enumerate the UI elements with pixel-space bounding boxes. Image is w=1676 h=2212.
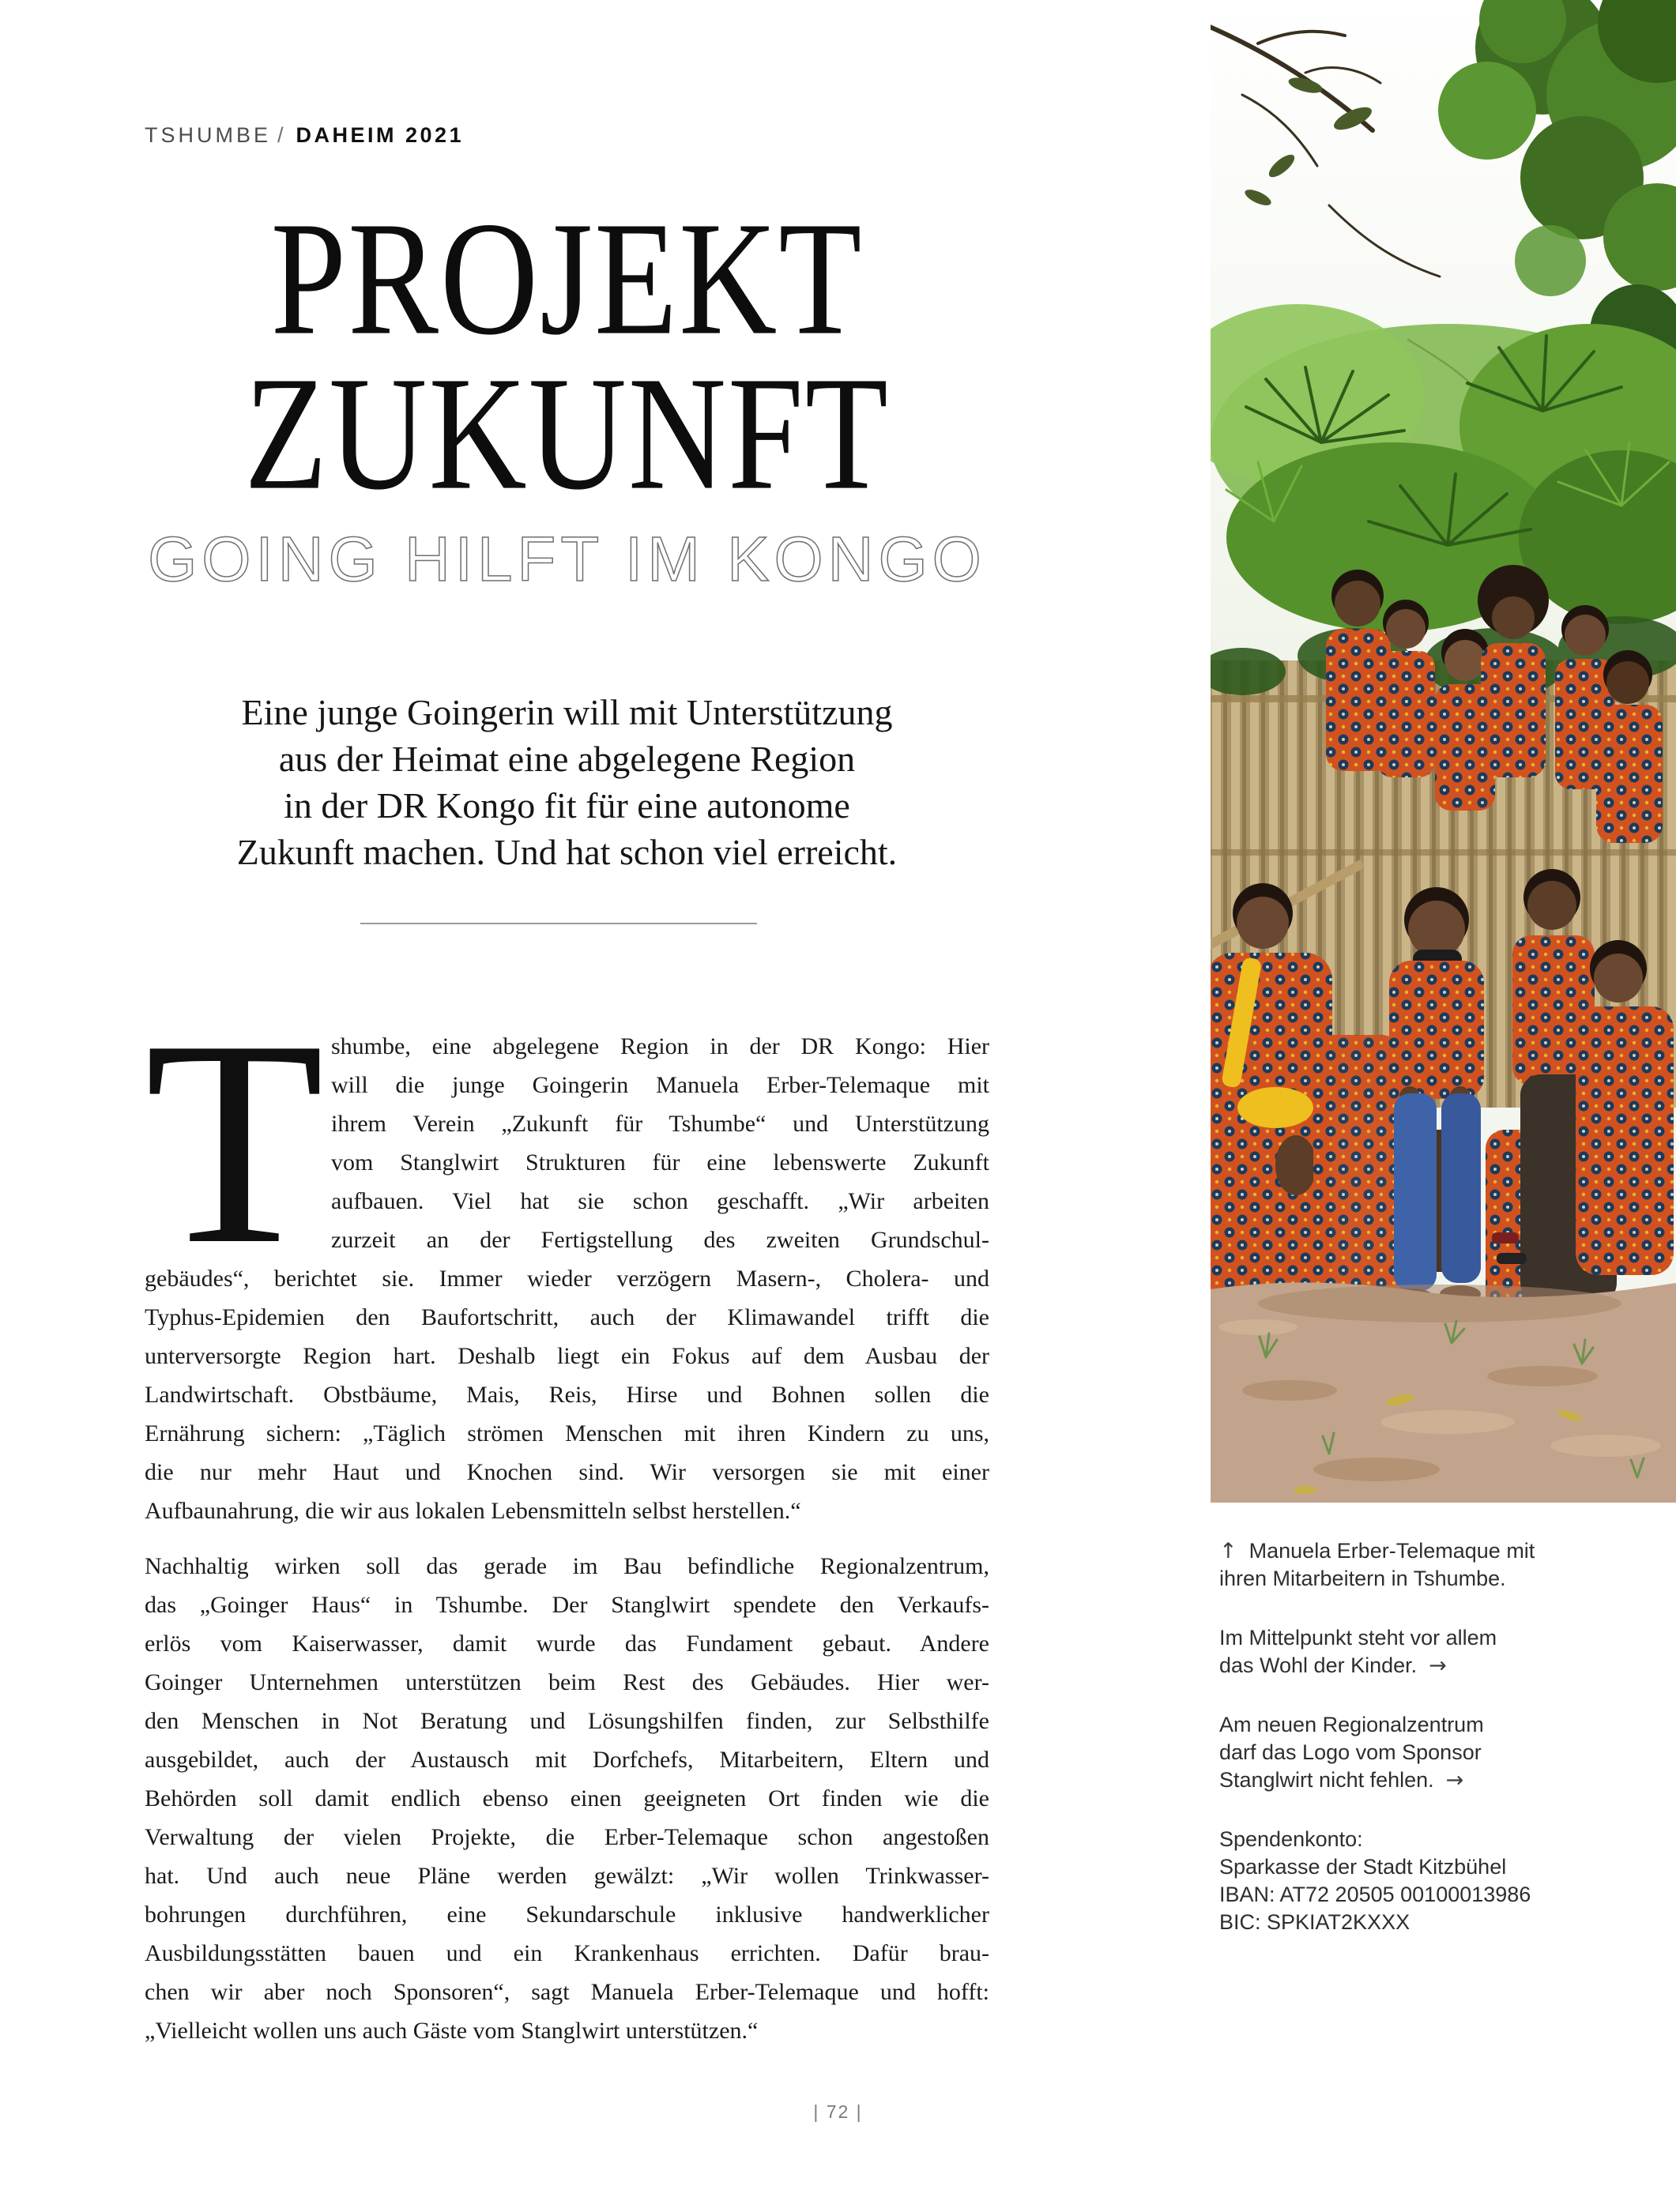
caption-children — [1219, 1624, 1630, 1680]
caption-line — [1219, 1652, 1630, 1680]
divider-rule — [360, 923, 757, 924]
text-line: Zukunft machen. Und hat schon viel erreicht. — [236, 832, 898, 872]
lead-paragraph — [79, 689, 1055, 875]
text-line: den Menschen in Not Beratung und Lösungshilfen finden, zur Selbsthilfe — [145, 1708, 989, 1734]
text-line: bohrungen durchführen, eine Sekundarschule inklusive handwerklicher — [145, 1902, 989, 1928]
right-arrow-icon: → — [1445, 1768, 1464, 1793]
text-line: Typhus-Epidemien den Baufortschritt, auch der Klimawandel trifft die — [145, 1304, 989, 1330]
text-line: ausgebildet, auch der Austausch mit Dorfchefs, Mitarbeitern, Eltern und — [145, 1747, 989, 1773]
kicker-issue: DAHEIM 2021 — [296, 123, 465, 147]
caption-line: Im Mittelpunkt steht vor allem — [1219, 1626, 1497, 1650]
text-line: ihrem Verein „Zukunft für Tshumbe“ und Unterstützung — [331, 1111, 989, 1137]
text-line: Aufbaunahrung, die wir aus lokalen Lebensmitteln selbst herstellen.“ — [145, 1498, 801, 1524]
donation-iban: IBAN: AT72 20505 00100013986 — [1219, 1883, 1531, 1906]
body-paragraph-1 — [145, 980, 989, 1530]
text-line: das „Goinger Haus“ in Tshumbe. Der Stanglwirt spendete den Verkaufs- — [145, 1592, 989, 1618]
article-body — [145, 980, 989, 2050]
kicker — [145, 123, 464, 148]
text-line: erlös vom Kaiserwasser, damit wurde das Fundament gebaut. Andere — [145, 1631, 989, 1657]
drop-cap: T — [145, 980, 325, 1305]
text-line: zurzeit an der Fertigstellung des zweiten Grundschul- — [331, 1227, 989, 1253]
donation-account — [1219, 1826, 1630, 1936]
text-line: Landwirtschaft. Obstbäume, Mais, Reis, Hirse und Bohnen sollen die — [145, 1382, 989, 1408]
caption-line: ihren Mitarbeitern in Tshumbe. — [1219, 1567, 1506, 1590]
up-arrow-icon: ↑ — [1219, 1539, 1237, 1563]
text-line: Verwaltung der vielen Projekte, die Erber-Telemaque schon angestoßen — [145, 1824, 989, 1850]
caption-text: Stanglwirt nicht fehlen. — [1219, 1768, 1434, 1792]
text-line: Ausbildungsstätten bauen und ein Krankenhaus errichten. Dafür brau- — [145, 1940, 989, 1966]
caption-text: das Wohl der Kinder. — [1219, 1653, 1418, 1677]
title-line-2: ZUKUNFT — [244, 344, 890, 525]
title-line-1: PROJEKT — [270, 189, 864, 370]
text-line: shumbe, eine abgelegene Region in der DR Kongo: Hier — [331, 1033, 989, 1059]
kicker-location: TSHUMBE — [145, 123, 272, 147]
text-line: Behörden soll damit endlich ebenso einen geeigneten Ort finden wie die — [145, 1785, 989, 1811]
caption-regional-center — [1219, 1711, 1630, 1794]
text-line: die nur mehr Haut und Knochen sind. Wir versorgen sie mit einer — [145, 1459, 989, 1485]
caption-group-photo — [1219, 1537, 1630, 1593]
caption-text: Manuela Erber-Telemaque mit — [1249, 1539, 1535, 1563]
caption-line: darf das Logo vom Sponsor — [1219, 1740, 1482, 1764]
donation-bank: Sparkasse der Stadt Kitzbühel — [1219, 1855, 1507, 1879]
body-paragraph-2 — [145, 1547, 989, 2050]
text-line: „Vielleicht wollen uns auch Gäste vom Stanglwirt unterstützen.“ — [145, 2018, 759, 2044]
text-line: unterversorgte Region hart. Deshalb liegt ein Fokus auf dem Ausbau der — [145, 1343, 989, 1369]
text-line: vom Stanglwirt Strukturen für eine lebenswerte Zukunft — [331, 1149, 989, 1176]
photo-captions — [1219, 1537, 1630, 1968]
text-line: Goinger Unternehmen unterstützen beim Rest des Gebäudes. Hier wer- — [145, 1669, 989, 1695]
article-photo — [1211, 0, 1676, 1503]
text-line: Ernährung sichern: „Täglich strömen Menschen mit ihren Kindern zu uns, — [145, 1420, 989, 1446]
caption-line — [1219, 1766, 1630, 1794]
text-line: chen wir aber noch Sponsoren“, sagt Manuela Erber-Telemaque und hofft: — [145, 1979, 989, 2005]
photo-illustration — [1211, 0, 1676, 1503]
article-subtitle: GOING HILFT IM KONGO — [148, 524, 986, 594]
text-line: Eine junge Goingerin will mit Unterstützung — [241, 692, 893, 732]
caption-line: Am neuen Regionalzentrum — [1219, 1713, 1484, 1736]
text-line: will die junge Goingerin Manuela Erber-Telemaque mit — [331, 1072, 989, 1098]
kicker-separator: / — [277, 123, 287, 147]
text-line: gebäudes“, berichtet sie. Immer wieder verzögern Masern-, Cholera- und — [145, 1266, 989, 1292]
donation-bic: BIC: SPKIAT2KXXX — [1219, 1910, 1410, 1934]
text-line: aus der Heimat eine abgelegene Region — [278, 739, 856, 779]
right-arrow-icon: → — [1429, 1653, 1447, 1678]
donation-label: Spendenkonto: — [1219, 1827, 1363, 1851]
page-number: | 72 | — [813, 2101, 863, 2122]
text-line: aufbauen. Viel hat sie schon geschafft. „Wir arbeiten — [331, 1188, 989, 1214]
text-line: in der DR Kongo fit für eine autonome — [284, 785, 850, 826]
text-line: hat. Und auch neue Pläne werden gewälzt: „Wir wollen Trinkwasser- — [145, 1863, 989, 1889]
text-line: Nachhaltig wirken soll das gerade im Bau befindliche Regionalzentrum, — [145, 1553, 989, 1579]
caption-line — [1219, 1537, 1630, 1565]
